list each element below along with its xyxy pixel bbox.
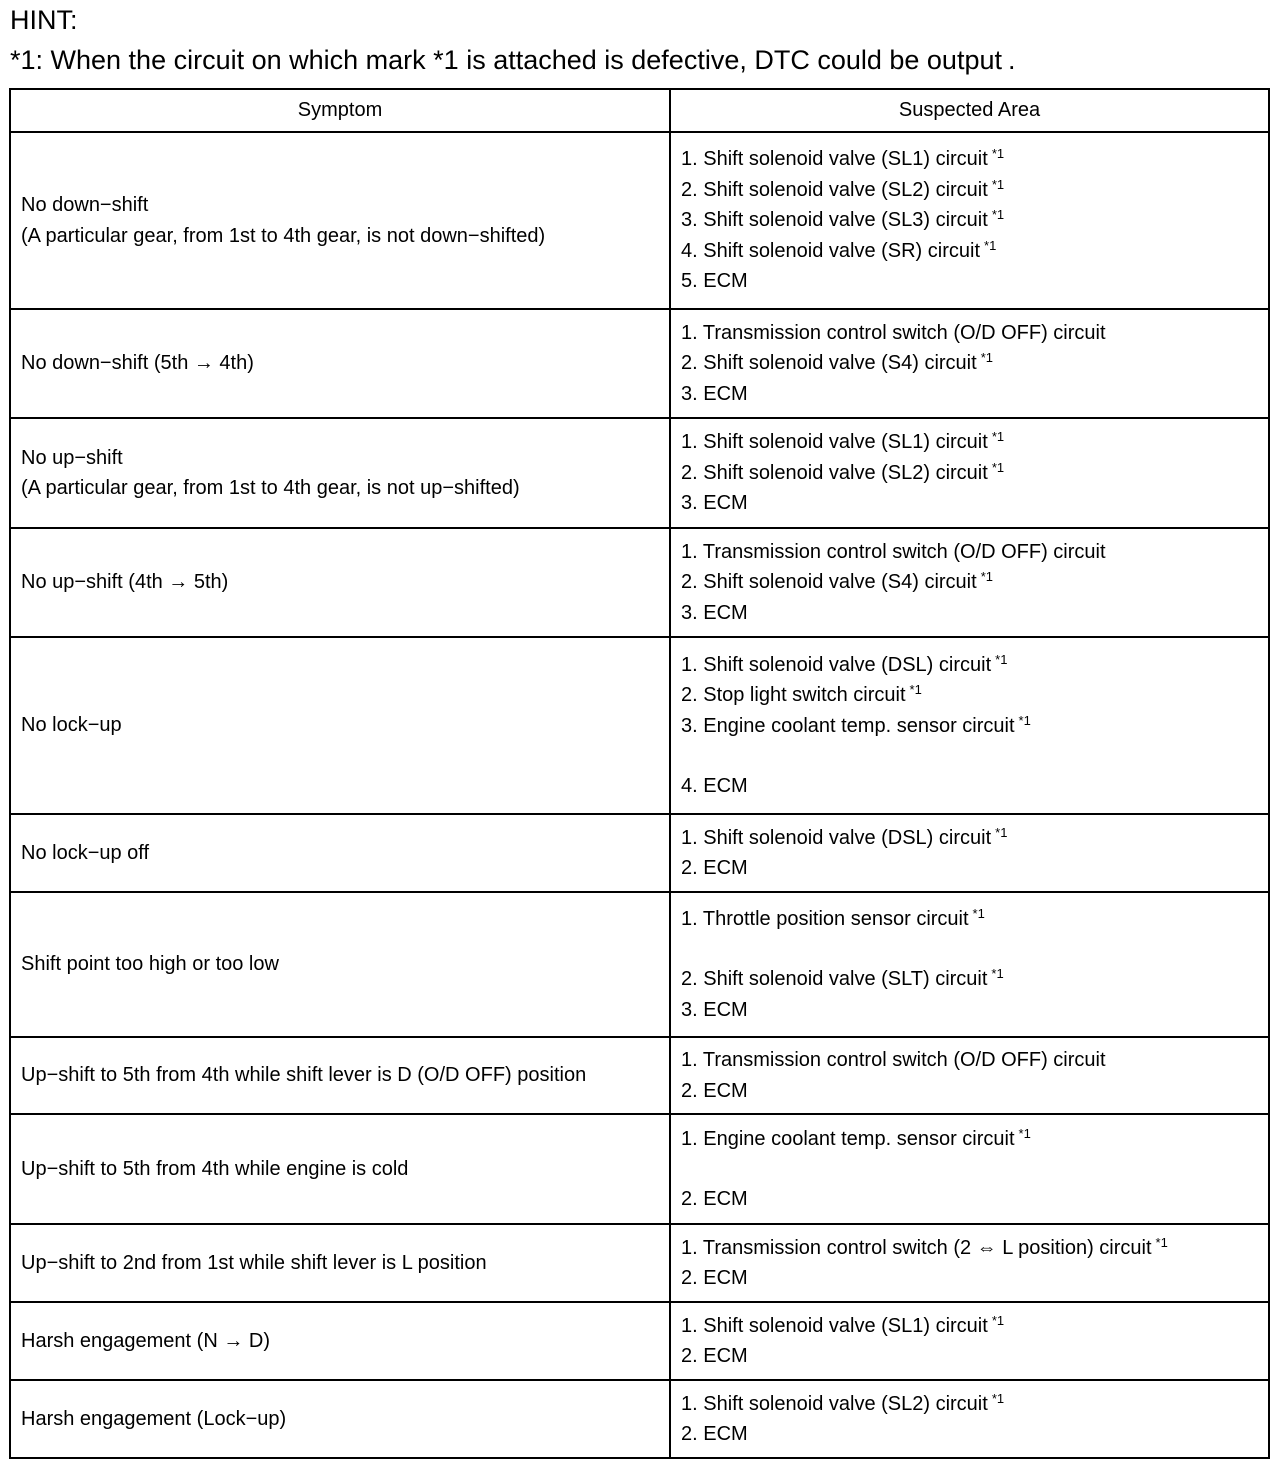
suspected-area-item — [681, 995, 1268, 1026]
suspected-area-text: 2. Shift solenoid valve (SL2) circuit — [681, 461, 988, 484]
suspected-area-text: 1. Shift solenoid valve (DSL) circuit — [681, 826, 992, 849]
suspected-area-item — [681, 1419, 1268, 1450]
suspected-area-item — [681, 711, 1268, 742]
suspected-area-item — [681, 904, 1268, 935]
suspected-area-item — [681, 348, 1268, 379]
symptom-line: No up−shift — [21, 446, 123, 469]
suspected-area-text: 4. Shift solenoid valve (SR) circuit — [681, 239, 981, 262]
suspected-area-text: 2. Shift solenoid valve (SL2) circuit — [681, 178, 988, 201]
suspected-area-cell — [670, 1114, 1269, 1224]
suspected-area-cell — [670, 309, 1269, 418]
suspected-area-text: 2. ECM — [681, 857, 748, 879]
hint-note — [10, 44, 1016, 76]
symptom-line: Harsh engagement (N → D) — [21, 1329, 270, 1352]
suspected-area-item — [681, 144, 1268, 175]
suspected-area-cell — [670, 1037, 1269, 1114]
table-row — [10, 1380, 1269, 1458]
dtc-mark: *1 — [991, 1312, 1005, 1328]
suspected-area-item — [681, 1045, 1268, 1076]
table-row — [10, 1037, 1269, 1114]
suspected-area-item — [681, 1233, 1268, 1264]
suspected-area-text: 3. ECM — [681, 492, 748, 515]
suspected-area-item — [681, 567, 1268, 598]
suspected-area-cell — [670, 637, 1269, 814]
suspected-area-text: 3. ECM — [681, 601, 748, 624]
suspected-area-text: 2. Shift solenoid valve (SLT) circuit — [681, 968, 988, 991]
table-row — [10, 637, 1269, 814]
symptom-cell — [10, 528, 670, 637]
suspected-area-text: 3. Engine coolant temp. sensor circuit — [681, 714, 1015, 737]
suspected-area-text: 1. Transmission control switch (O/D OFF) circuit — [681, 540, 1106, 563]
dtc-mark: *1 — [972, 905, 985, 921]
symptom-line: Up−shift to 2nd from 1st while shift lever is L position — [21, 1251, 487, 1274]
suspected-area-item — [681, 771, 1268, 802]
suspected-area-item — [681, 1263, 1268, 1294]
suspected-area-text: 2. Stop light switch circuit — [681, 684, 906, 706]
suspected-area-text: 1. Shift solenoid valve (SL1) circuit — [681, 1314, 988, 1337]
symptom-line: Harsh engagement (Lock−up) — [21, 1407, 287, 1430]
suspected-area-cell — [670, 814, 1269, 892]
suspected-area-item — [681, 1389, 1268, 1420]
suspected-area-item — [681, 318, 1268, 349]
symptom-cell — [10, 132, 670, 309]
suspected-area-item — [681, 379, 1268, 410]
suspected-area-item — [681, 1184, 1268, 1215]
dtc-mark: *1 — [991, 176, 1005, 192]
spacer — [681, 741, 1268, 771]
suspected-area-item — [681, 1076, 1268, 1107]
dtc-mark: *1 — [980, 350, 993, 366]
hint-note-text: *1: When the circuit on which mark *1 is attached is defective, DTC could be output — [10, 45, 1002, 75]
suspected-area-item — [681, 823, 1268, 854]
suspected-area-item — [681, 205, 1268, 236]
symptom-line: No up−shift (4th → 5th) — [21, 571, 229, 594]
table-row — [10, 1302, 1269, 1380]
suspected-area-text: 2. ECM — [681, 1188, 748, 1210]
suspected-area-text: 1. Shift solenoid valve (SL1) circuit — [681, 431, 988, 454]
table-row — [10, 309, 1269, 418]
dtc-mark: *1 — [991, 459, 1005, 475]
suspected-area-text: 1. Engine coolant temp. sensor circuit — [681, 1127, 1015, 1150]
suspected-area-text: 2. ECM — [681, 1079, 748, 1102]
dtc-mark: *1 — [984, 237, 997, 253]
table-row — [10, 528, 1269, 637]
dtc-mark: *1 — [991, 429, 1005, 445]
suspected-area-text: 2. ECM — [681, 1345, 748, 1367]
symptom-cell — [10, 814, 670, 892]
suspected-area-text: 2. ECM — [681, 1423, 748, 1445]
dtc-mark: *1 — [991, 207, 1005, 223]
symptom-cell — [10, 418, 670, 528]
suspected-area-text: 3. Shift solenoid valve (SL3) circuit — [681, 209, 988, 232]
suspected-area-cell — [670, 892, 1269, 1037]
suspected-area-text: 2. Shift solenoid valve (S4) circuit — [681, 571, 977, 594]
suspected-area-item — [681, 964, 1268, 995]
dtc-mark: *1 — [991, 146, 1005, 162]
symptom-line: No down−shift — [21, 194, 149, 216]
dtc-mark: *1 — [995, 651, 1008, 667]
suspected-area-cell — [670, 132, 1269, 309]
spacer — [681, 934, 1268, 964]
suspected-area-text: 5. ECM — [681, 270, 748, 293]
symptom-cell — [10, 1114, 670, 1224]
header-suspected-area: Suspected Area — [670, 89, 1269, 132]
suspected-area-cell — [670, 418, 1269, 528]
table-row — [10, 1224, 1269, 1302]
suspected-area-cell — [670, 528, 1269, 637]
dtc-mark: *1 — [1018, 1125, 1031, 1141]
suspected-area-text: 2. Shift solenoid valve (S4) circuit — [681, 352, 977, 375]
suspected-area-text: 1. Shift solenoid valve (SL1) circuit — [681, 148, 988, 171]
suspected-area-item — [681, 680, 1268, 711]
suspected-area-text: 1. Shift solenoid valve (SL2) circuit — [681, 1392, 988, 1415]
suspected-area-text: 1. Shift solenoid valve (DSL) circuit — [681, 653, 992, 676]
dtc-mark: *1 — [1018, 712, 1031, 728]
dtc-mark: *1 — [995, 824, 1008, 840]
table-body — [10, 132, 1269, 1458]
symptom-line: Shift point too high or too low — [21, 953, 279, 976]
suspected-area-cell — [670, 1302, 1269, 1380]
suspected-area-text: 1. Transmission control switch (2 ⇔ L position) circuit — [681, 1236, 1152, 1259]
dtc-mark: *1 — [980, 569, 993, 585]
suspected-area-item — [681, 1311, 1268, 1342]
table-row — [10, 418, 1269, 528]
symptom-cell — [10, 1037, 670, 1114]
symptom-line: No lock−up — [21, 714, 122, 737]
symptom-line: Up−shift to 5th from 4th while shift lever is D (O/D OFF) position — [21, 1064, 587, 1087]
symptom-line: No lock−up off — [21, 841, 150, 864]
table-row — [10, 132, 1269, 309]
dtc-mark: *1 — [991, 966, 1004, 982]
hint-title: HINT: — [10, 5, 78, 35]
table-row — [10, 1114, 1269, 1224]
dtc-mark: *1 — [991, 1390, 1005, 1406]
table-row — [10, 814, 1269, 892]
suspected-area-item — [681, 1124, 1268, 1155]
suspected-area-item — [681, 266, 1268, 297]
suspected-area-text: 2. ECM — [681, 1267, 748, 1289]
suspected-area-text: 3. ECM — [681, 998, 748, 1021]
suspected-area-text: 3. ECM — [681, 382, 748, 405]
symptom-cell — [10, 309, 670, 418]
suspected-area-text: 1. Transmission control switch (O/D OFF) circuit — [681, 1049, 1106, 1071]
header-symptom: Symptom — [10, 89, 670, 132]
suspected-area-item — [681, 537, 1268, 568]
suspected-area-cell — [670, 1380, 1269, 1458]
symptom-line: Up−shift to 5th from 4th while engine is cold — [21, 1157, 409, 1180]
symptom-cell — [10, 892, 670, 1037]
suspected-area-text: 1. Throttle position sensor circuit — [681, 907, 969, 930]
symptom-line: (A particular gear, from 1st to 4th gear, is not down−shifted) — [21, 224, 546, 247]
symptom-cell — [10, 637, 670, 814]
symptom-line: (A particular gear, from 1st to 4th gear, is not up−shifted) — [21, 477, 520, 499]
spacer — [681, 1154, 1268, 1184]
suspected-area-item — [681, 236, 1268, 267]
suspected-area-item — [681, 458, 1268, 489]
troubleshooting-table — [9, 88, 1270, 1459]
table-header-row — [10, 89, 1269, 132]
suspected-area-text: 4. ECM — [681, 775, 748, 797]
suspected-area-item — [681, 853, 1268, 884]
suspected-area-item — [681, 598, 1268, 629]
suspected-area-item — [681, 427, 1268, 458]
symptom-cell — [10, 1380, 670, 1458]
symptom-line: No down−shift (5th → 4th) — [21, 352, 254, 375]
symptom-cell — [10, 1224, 670, 1302]
suspected-area-item — [681, 175, 1268, 206]
dtc-mark: *1 — [1155, 1234, 1168, 1250]
suspected-area-item — [681, 650, 1268, 681]
suspected-area-item — [681, 488, 1268, 519]
dtc-mark: *1 — [909, 682, 922, 697]
hint-note-period: . — [1008, 45, 1016, 75]
symptom-cell — [10, 1302, 670, 1380]
suspected-area-item — [681, 1341, 1268, 1372]
suspected-area-text: 1. Transmission control switch (O/D OFF) circuit — [681, 321, 1106, 344]
suspected-area-cell — [670, 1224, 1269, 1302]
table-row — [10, 892, 1269, 1037]
